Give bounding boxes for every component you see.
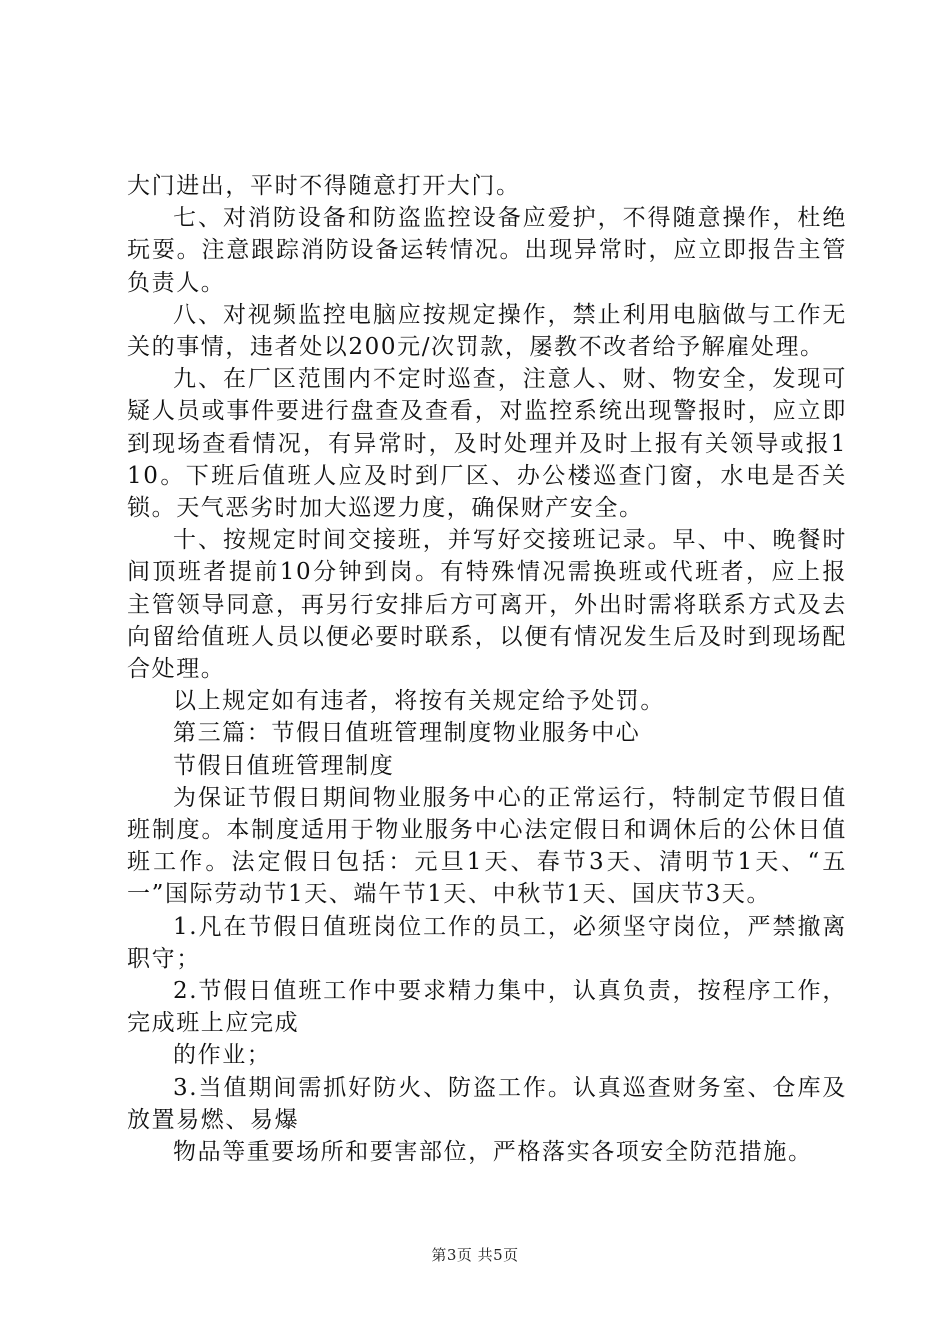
paragraph: 十、按规定时间交接班，并写好交接班记录。早、中、晚餐时间顶班者提前10分钟到岗。有特殊情况需换班或代班者，应上报主管领导同意，再另行安排后方可离开，外出时需将联系方式及去向留给值班人员以便必要时联系，以便有情况发生后及时到现场配合处理。 xyxy=(127,527,847,683)
list-item: 2.节假日值班工作中要求精力集中，认真负责，按程序工作，完成班上应完成 xyxy=(127,978,847,1037)
list-item: 1.凡在节假日值班岗位工作的员工，必须坚守岗位，严禁撤离职守； xyxy=(127,913,847,972)
paragraph: 大门进出，平时不得随意打开大门。 xyxy=(127,173,521,199)
paragraph: 九、在厂区范围内不定时巡查，注意人、财、物安全，发现可疑人员或事件要进行盘查及查看，对监控系统出现警报时，应立即到现场查看情况，有异常时，及时处理并及时上报有关领导或报110。下班后值班人应及时到厂区、办公楼巡查门窗，水电是否关锁。天气恶劣时加大巡逻力度，确保财产安全。 xyxy=(127,366,847,522)
paragraph: 以上规定如有违者，将按有关规定给予处罚。 xyxy=(173,688,665,715)
paragraph: 七、对消防设备和防盗监控设备应爱护，不得随意操作，杜绝玩耍。注意跟踪消防设备运转情况。出现异常时，应立即报告主管负责人。 xyxy=(127,205,847,296)
list-item-continuation: 的作业； xyxy=(173,1042,272,1069)
list-item-continuation: 物品等重要场所和要害部位，严格落实各项安全防范措施。 xyxy=(173,1139,813,1166)
section-heading: 第三篇：节假日值班管理制度物业服务中心 xyxy=(173,720,641,747)
section-title: 节假日值班管理制度 xyxy=(173,752,395,779)
list-item: 3.当值期间需抓好防火、防盗工作。认真巡查财务室、仓库及放置易燃、易爆 xyxy=(127,1074,847,1133)
page-number-footer: 第3页 共5页 xyxy=(431,1246,519,1264)
paragraph: 八、对视频监控电脑应按规定操作，禁止利用电脑做与工作无关的事情，违者处以200元/次罚款，屡教不改者给予解雇处理。 xyxy=(127,301,847,361)
document-body xyxy=(127,170,847,1168)
paragraph: 为保证节假日期间物业服务中心的正常运行，特制定节假日值班制度。本制度适用于物业服务中心法定假日和调休后的公休日值班工作。法定假日包括：元旦1天、春节3天、清明节1天、“五一”国际劳动节1天、端午节1天、中秋节1天、国庆节3天。 xyxy=(127,784,847,908)
